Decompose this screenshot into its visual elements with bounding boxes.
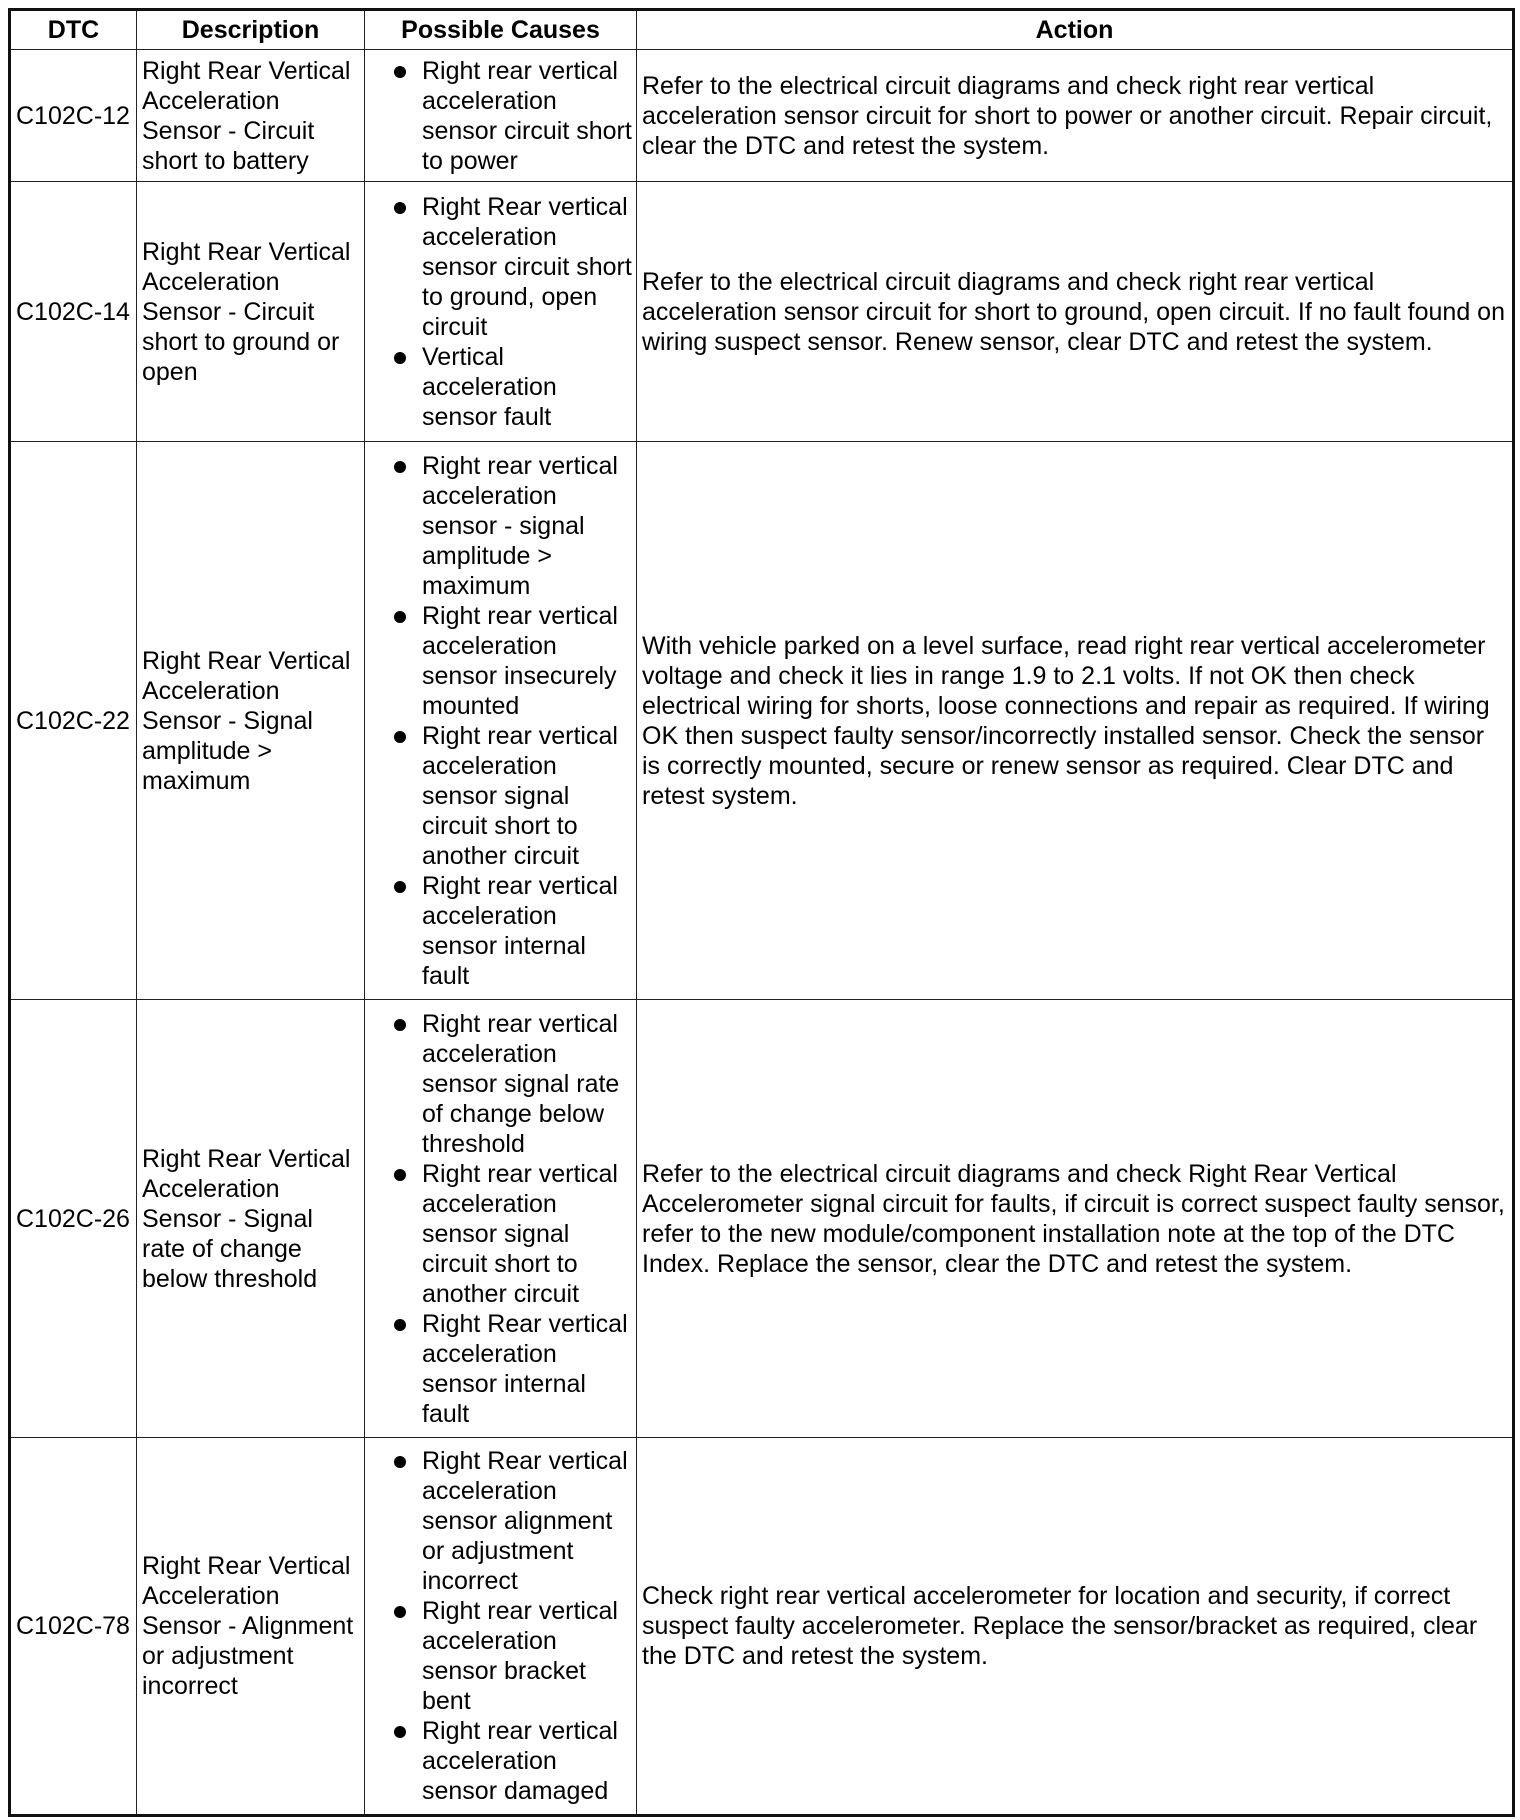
cause-item: Right rear vertical acceleration sensor circuit short to power (370, 56, 632, 176)
causes-list (370, 192, 632, 432)
action-text: With vehicle parked on a level surface, read right rear vertical accelerometer voltage and check it lies in range 1.9 to 2.1 volts. If not OK then check electrical wiring for shorts, loose connections and repair as required. If wiring OK then suspect faulty sensor/incorrectly installed sensor. Check the sensor is correctly mounted, secure or renew sensor as required. Clear DTC and retest system. (637, 442, 1514, 1000)
cause-item: Vertical acceleration sensor fault (370, 342, 632, 432)
header-possible-causes: Possible Causes (365, 10, 637, 50)
causes-list (370, 451, 632, 991)
table-row (10, 1000, 1514, 1438)
causes-list (370, 1009, 632, 1429)
possible-causes (365, 1000, 637, 1438)
dtc-code: C102C-14 (10, 182, 137, 442)
dtc-code: C102C-22 (10, 442, 137, 1000)
dtc-description: Right Rear Vertical Acceleration Sensor - Signal rate of change below threshold (137, 1000, 365, 1438)
cause-item: Right rear vertical acceleration sensor signal circuit short to another circuit (370, 1159, 632, 1309)
causes-list (370, 1446, 632, 1806)
dtc-description: Right Rear Vertical Acceleration Sensor - Signal amplitude > maximum (137, 442, 365, 1000)
dtc-table (8, 8, 1515, 1817)
dtc-description: Right Rear Vertical Acceleration Sensor - Circuit short to ground or open (137, 182, 365, 442)
cause-item: Right rear vertical acceleration sensor signal rate of change below threshold (370, 1009, 632, 1159)
cause-item: Right rear vertical acceleration sensor bracket bent (370, 1596, 632, 1716)
dtc-code: C102C-78 (10, 1438, 137, 1816)
action-text: Refer to the electrical circuit diagrams and check right rear vertical acceleration sensor circuit for short to ground, open circuit. If no fault found on wiring suspect sensor. Renew sensor, clear DTC and retest the system. (637, 182, 1514, 442)
cause-item: Right Rear vertical acceleration sensor alignment or adjustment incorrect (370, 1446, 632, 1596)
dtc-description: Right Rear Vertical Acceleration Sensor - Alignment or adjustment incorrect (137, 1438, 365, 1816)
action-text: Check right rear vertical accelerometer for location and security, if correct suspect faulty accelerometer. Replace the sensor/bracket as required, clear the DTC and retest the system. (637, 1438, 1514, 1816)
dtc-description: Right Rear Vertical Acceleration Sensor - Circuit short to battery (137, 50, 365, 182)
causes-list (370, 56, 632, 176)
table-row (10, 1438, 1514, 1816)
possible-causes (365, 1438, 637, 1816)
dtc-code: C102C-12 (10, 50, 137, 182)
table-header-row (10, 10, 1514, 50)
cause-item: Right rear vertical acceleration sensor signal circuit short to another circuit (370, 721, 632, 871)
table-row (10, 50, 1514, 182)
possible-causes (365, 182, 637, 442)
table-row (10, 182, 1514, 442)
header-description: Description (137, 10, 365, 50)
cause-item: Right rear vertical acceleration sensor damaged (370, 1716, 632, 1806)
header-dtc: DTC (10, 10, 137, 50)
cause-item: Right rear vertical acceleration sensor insecurely mounted (370, 601, 632, 721)
action-text: Refer to the electrical circuit diagrams and check Right Rear Vertical Accelerometer signal circuit for faults, if circuit is correct suspect faulty sensor, refer to the new module/component installation note at the top of the DTC Index. Replace the sensor, clear the DTC and retest the system. (637, 1000, 1514, 1438)
cause-item: Right rear vertical acceleration sensor - signal amplitude > maximum (370, 451, 632, 601)
possible-causes (365, 50, 637, 182)
possible-causes (365, 442, 637, 1000)
header-action: Action (637, 10, 1514, 50)
cause-item: Right Rear vertical acceleration sensor internal fault (370, 1309, 632, 1429)
cause-item: Right rear vertical acceleration sensor internal fault (370, 871, 632, 991)
table-row (10, 442, 1514, 1000)
action-text: Refer to the electrical circuit diagrams and check right rear vertical acceleration sensor circuit for short to power or another circuit. Repair circuit, clear the DTC and retest the system. (637, 50, 1514, 182)
dtc-code: C102C-26 (10, 1000, 137, 1438)
cause-item: Right Rear vertical acceleration sensor circuit short to ground, open circuit (370, 192, 632, 342)
